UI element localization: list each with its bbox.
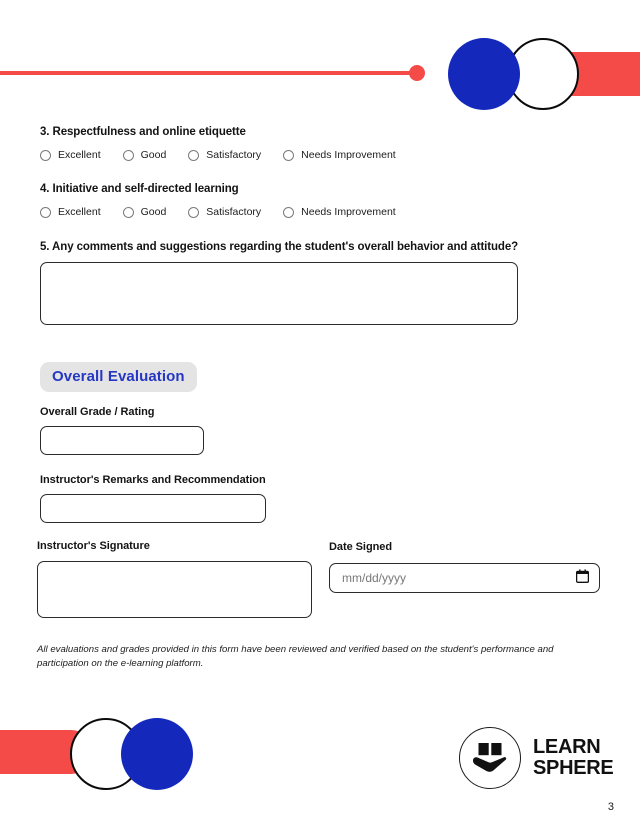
radio-icon[interactable] <box>123 150 134 161</box>
question-4-option-needs-improvement[interactable] <box>283 206 396 218</box>
question-4-option-excellent[interactable] <box>40 206 101 218</box>
comments-textarea[interactable] <box>40 262 518 325</box>
date-signed-label: Date Signed <box>329 541 393 553</box>
date-signed-field <box>329 541 600 593</box>
radio-icon[interactable] <box>188 150 199 161</box>
option-label: Needs Improvement <box>301 206 396 218</box>
instructor-remarks-input[interactable] <box>40 494 266 523</box>
question-3-options <box>40 149 418 161</box>
question-5 <box>0 241 558 330</box>
instructor-signature-field <box>37 540 312 623</box>
question-3-option-needs-improvement[interactable] <box>283 149 396 161</box>
instructor-remarks-label: Instructor's Remarks and Recommendation <box>40 474 266 486</box>
brand-logo-text <box>533 737 613 778</box>
instructor-signature-input[interactable] <box>37 561 312 618</box>
date-signed-input[interactable] <box>329 563 600 593</box>
radio-icon[interactable] <box>188 207 199 218</box>
calendar-icon[interactable] <box>576 569 589 588</box>
option-label: Needs Improvement <box>301 149 396 161</box>
radio-icon[interactable] <box>283 207 294 218</box>
question-3 <box>0 126 458 161</box>
question-3-option-good[interactable] <box>123 149 167 161</box>
question-3-option-satisfactory[interactable] <box>188 149 261 161</box>
radio-icon[interactable] <box>123 207 134 218</box>
question-4-option-good[interactable] <box>123 206 167 218</box>
overall-grade-input[interactable] <box>40 426 204 455</box>
brand-logo-line1: LEARN <box>533 736 601 759</box>
option-label: Good <box>140 149 167 161</box>
question-5-title: 5. Any comments and suggestions regarding the student's overall behavior and attitude? <box>40 241 519 253</box>
brand-logo <box>459 727 613 789</box>
footer-blue-circle-icon <box>121 718 193 790</box>
radio-icon[interactable] <box>283 150 294 161</box>
question-3-title: 3. Respectfulness and online etiquette <box>40 126 246 138</box>
option-label: Satisfactory <box>206 206 262 218</box>
radio-icon[interactable] <box>40 207 51 218</box>
option-label: Excellent <box>58 206 101 218</box>
question-4-title: 4. Initiative and self-directed learning <box>40 183 239 195</box>
page-number: 3 <box>607 801 614 813</box>
question-4-option-satisfactory[interactable] <box>188 206 261 218</box>
book-in-hand-icon <box>459 727 521 789</box>
instructor-signature-label: Instructor's Signature <box>37 540 150 552</box>
radio-icon[interactable] <box>40 150 51 161</box>
instructor-remarks-field <box>0 474 306 523</box>
option-label: Good <box>140 206 167 218</box>
question-4-options <box>40 206 418 218</box>
header-decoration <box>0 0 640 120</box>
overall-grade-field <box>0 406 244 455</box>
date-placeholder-text: mm/dd/yyyy <box>342 571 407 585</box>
overall-grade-label: Overall Grade / Rating <box>40 406 155 418</box>
option-label: Satisfactory <box>206 149 262 161</box>
header-rule-dot-icon <box>409 65 425 81</box>
header-rule-line-icon <box>0 71 414 75</box>
question-3-option-excellent[interactable] <box>40 149 101 161</box>
option-label: Excellent <box>58 149 101 161</box>
overall-evaluation-section <box>40 362 197 392</box>
verification-footnote: All evaluations and grades provided in this form have been reviewed and verified based on the student's performance and participation on the e-learning platform. <box>37 644 554 669</box>
overall-evaluation-heading: Overall Evaluation <box>40 362 197 392</box>
header-blue-circle-icon <box>448 38 520 110</box>
brand-logo-line2: SPHERE <box>533 757 614 779</box>
question-4 <box>0 183 458 218</box>
